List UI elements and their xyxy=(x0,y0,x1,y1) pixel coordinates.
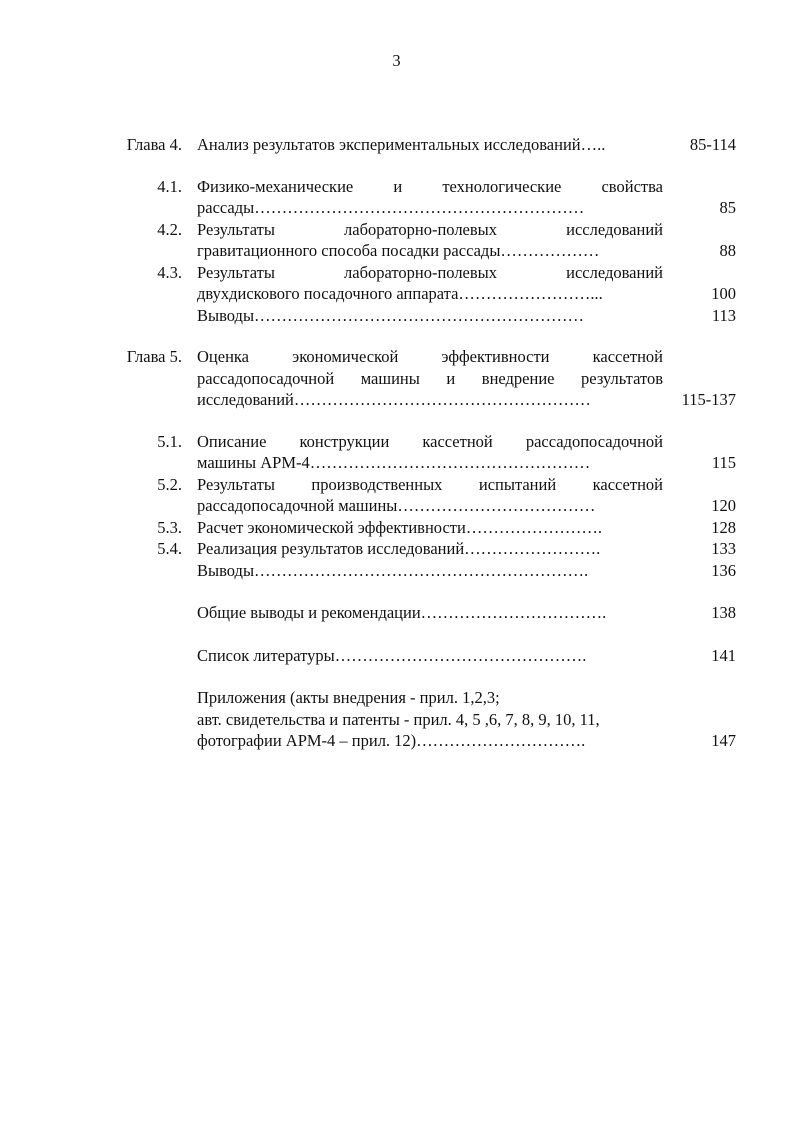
toc-entry-page: 138 xyxy=(711,603,736,622)
toc-entry-page: 115-137 xyxy=(681,390,736,409)
toc-entry-4-3 xyxy=(0,262,793,305)
toc-entry-line: Общие выводы и рекомендации……………………………. xyxy=(197,603,607,622)
toc-entry-page: 128 xyxy=(711,517,736,537)
toc-entry-conclusions-5 xyxy=(0,560,793,582)
toc-entry-line: фотографии АРМ-4 – прил. 12)…………………………. xyxy=(197,731,586,750)
toc-entry-title xyxy=(197,346,663,411)
toc-entry-4-2 xyxy=(0,219,793,262)
toc-entry-title xyxy=(197,560,663,582)
toc-entry-line: Результаты лабораторно-полевых исследований xyxy=(197,262,663,282)
toc-entry-title xyxy=(197,219,663,262)
toc-entry-chapter-5 xyxy=(0,346,793,411)
toc-entry-line: авт. свидетельства и патенты - прил. 4, 5 ,6, 7, 8, 9, 10, 11, xyxy=(197,709,600,729)
toc-entry-appendices xyxy=(0,687,793,752)
toc-entry-line: Анализ результатов экспериментальных исследований….. xyxy=(197,135,606,154)
toc-entry-number: 4.1. xyxy=(157,176,182,196)
toc-entry-title xyxy=(197,538,663,560)
toc-entry-page: 147 xyxy=(711,731,736,750)
toc-entry-number: 5.3. xyxy=(157,517,182,537)
toc-entry-page: 85 xyxy=(719,198,736,217)
toc-entry-4-1 xyxy=(0,176,793,219)
toc-entry-5-1 xyxy=(0,431,793,474)
toc-entry-line: Выводы…………………………………………………… xyxy=(197,305,585,325)
toc-entry-number: Глава 5. xyxy=(126,347,182,366)
toc-entry-page: 85-114 xyxy=(689,135,736,154)
toc-entry-line: двухдискового посадочного аппарата……………………... xyxy=(197,284,603,303)
toc-entry-number: Глава 4. xyxy=(126,135,182,154)
toc-entry-5-3 xyxy=(0,517,793,539)
toc-entry-line: Физико-механические и технологические свойства xyxy=(197,176,663,196)
toc-entry-line: Приложения (акты внедрения - прил. 1,2,3; xyxy=(197,688,500,707)
toc-entry-number: 4.3. xyxy=(157,262,182,282)
toc-entry-number: 5.2. xyxy=(157,474,182,494)
toc-entry-page: 113 xyxy=(711,305,736,325)
toc-entry-line: гравитационного способа посадки рассады……………… xyxy=(197,241,600,260)
toc-entry-page: 136 xyxy=(711,560,736,580)
toc-entry-line: Выводы……………………………………………………. xyxy=(197,560,589,580)
toc-entry-title xyxy=(197,474,663,517)
toc-entry-title xyxy=(197,687,677,752)
toc-entry-5-2 xyxy=(0,474,793,517)
toc-entry-line: рассадопосадочной машины и внедрение результатов xyxy=(197,368,663,388)
toc-entry-conclusions-4 xyxy=(0,305,793,327)
toc-entry-line: Расчет экономической эффективности……………………. xyxy=(197,517,602,537)
toc-entry-line: рассадопосадочной машины……………………………… xyxy=(197,496,596,515)
toc-entry-line: Результаты лабораторно-полевых исследований xyxy=(197,219,663,239)
toc-entry-page: 88 xyxy=(719,241,736,260)
toc-entry-line: Реализация результатов исследований……………………. xyxy=(197,539,601,558)
toc-entry-title xyxy=(197,305,663,327)
toc-entry-page: 100 xyxy=(711,284,736,303)
toc-entry-general-conclusions xyxy=(0,602,793,624)
toc-entry-title xyxy=(197,431,663,474)
toc-entry-line: рассады…………………………………………………… xyxy=(197,198,585,217)
toc-entry-number: 4.2. xyxy=(157,219,182,239)
toc-entry-line: Список литературы………………………………………. xyxy=(197,645,587,665)
toc-entry-references xyxy=(0,645,793,667)
toc-entry-page: 133 xyxy=(711,539,736,558)
toc-entry-page: 141 xyxy=(711,645,736,665)
toc-entry-title xyxy=(197,602,663,624)
toc-entry-line: Результаты производственных испытаний кассетной xyxy=(197,474,663,494)
toc-entry-line: машины АРМ-4…………………………………………… xyxy=(197,453,591,472)
toc-entry-5-4 xyxy=(0,538,793,560)
toc-entry-title xyxy=(197,517,663,539)
toc-entry-line: Описание конструкции кассетной рассадопосадочной xyxy=(197,431,663,451)
toc-entry-line: исследований……………………………………………… xyxy=(197,390,591,409)
toc-entry-title xyxy=(197,134,667,156)
toc-entry-page: 115 xyxy=(711,453,736,472)
page-number: 3 xyxy=(392,51,401,70)
table-of-contents xyxy=(0,134,793,752)
toc-entry-page: 120 xyxy=(711,496,736,515)
toc-entry-line: Оценка экономической эффективности кассетной xyxy=(197,347,663,366)
toc-entry-number: 5.4. xyxy=(157,539,182,558)
toc-entry-title xyxy=(197,645,663,667)
toc-entry-title xyxy=(197,176,663,219)
toc-entry-chapter-4 xyxy=(0,134,793,156)
toc-entry-number: 5.1. xyxy=(157,431,182,451)
toc-entry-title xyxy=(197,262,663,305)
